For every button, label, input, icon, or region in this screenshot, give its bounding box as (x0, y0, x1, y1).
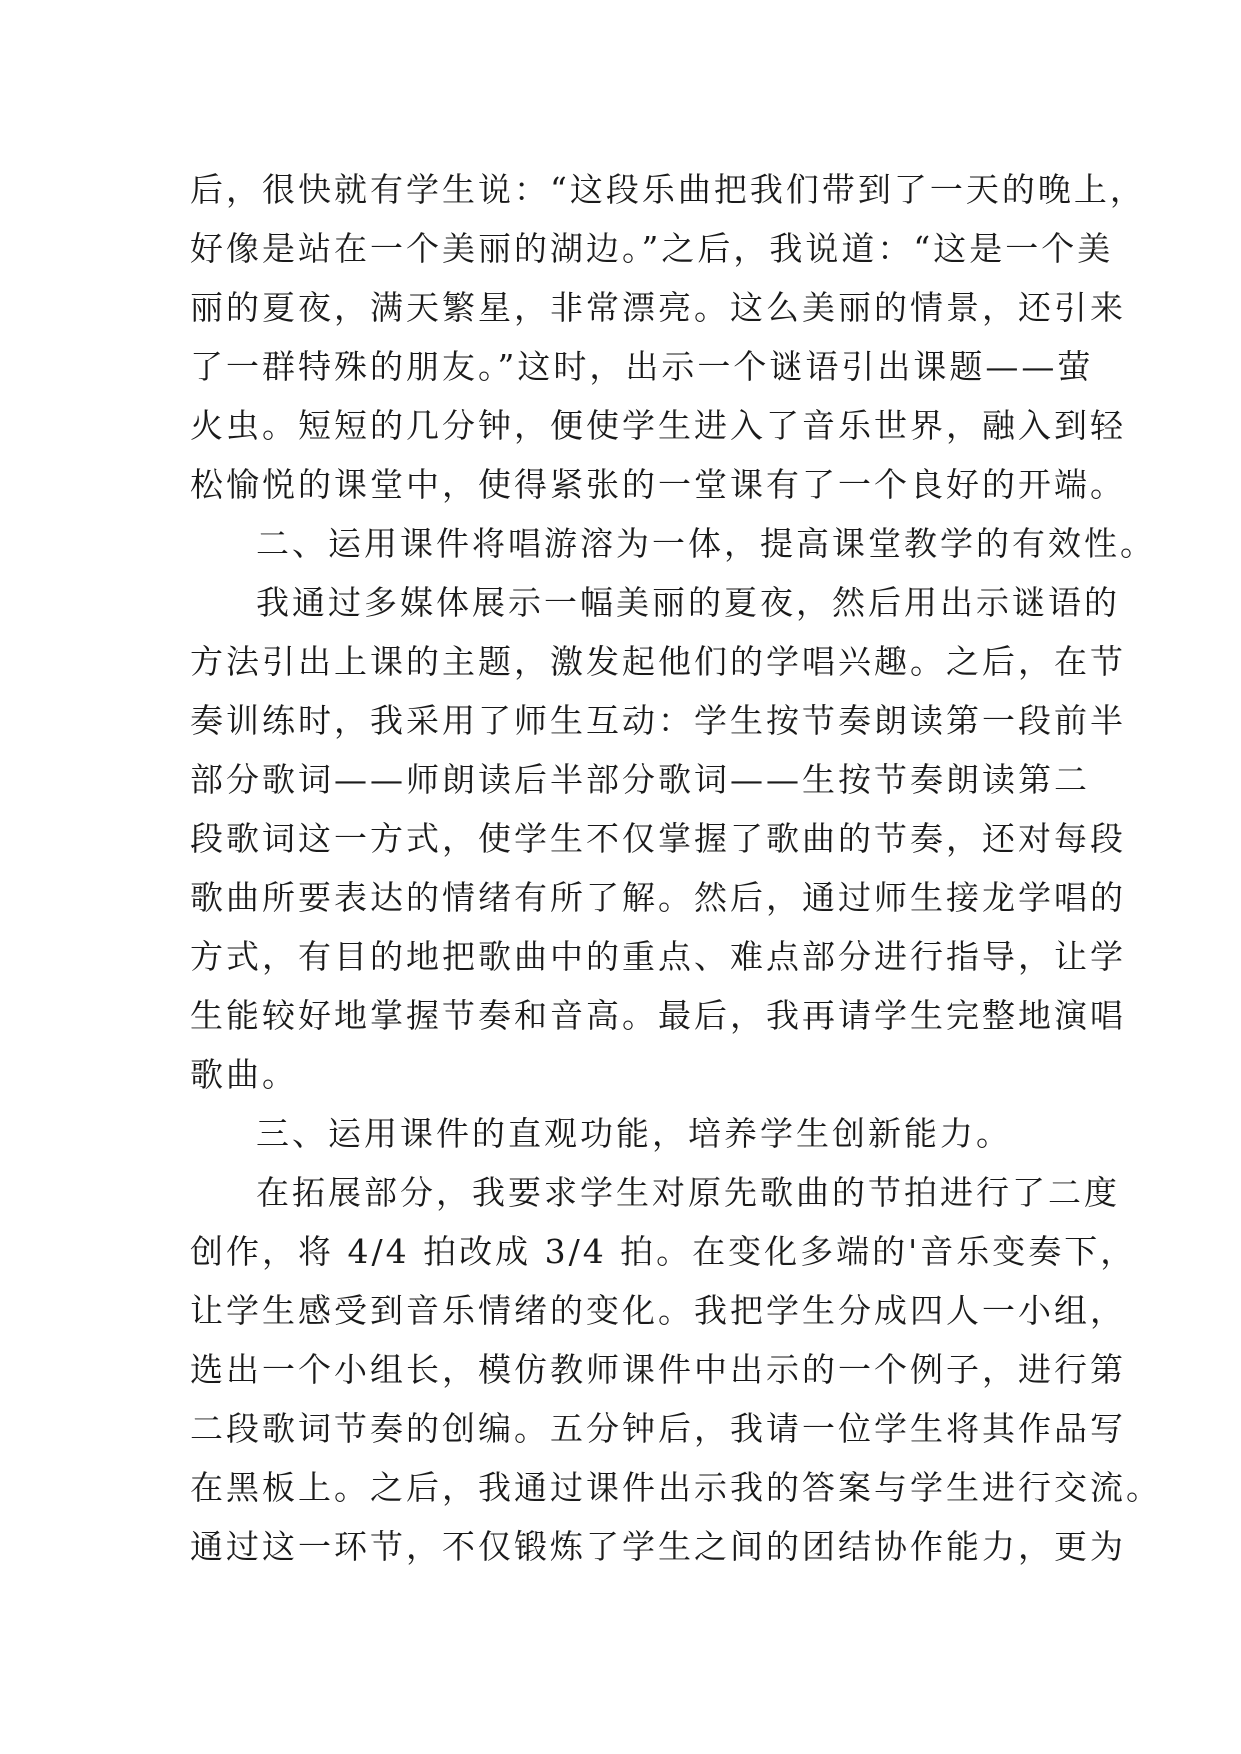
text-line: 了一群特殊的朋友。”这时，出示一个谜语引出课题——萤 (190, 347, 1094, 386)
text-line: 方法引出上课的主题，激发起他们的学唱兴趣。之后，在节 (190, 642, 1126, 681)
text-line: 创作，将 4/4 拍改成 3/4 拍。在变化多端的'音乐变奏下， (190, 1232, 1137, 1271)
text-line: 火虫。短短的几分钟，便使学生进入了音乐世界，融入到轻 (190, 406, 1126, 445)
text-line: 方式，有目的地把歌曲中的重点、难点部分进行指导，让学 (190, 937, 1126, 976)
text-line: 生能较好地掌握节奏和音高。最后，我再请学生完整地演唱 (190, 996, 1126, 1035)
text-line: 选出一个小组长，模仿教师课件中出示的一个例子，进行第 (190, 1350, 1126, 1389)
section-heading: 二、运用课件将唱游溶为一体，提高课堂教学的有效性。 (256, 524, 1156, 563)
text-line: 让学生感受到音乐情绪的变化。我把学生分成四人一小组， (190, 1291, 1126, 1330)
text-line: 段歌词这一方式，使学生不仅掌握了歌曲的节奏，还对每段 (190, 819, 1126, 858)
text-line: 好像是站在一个美丽的湖边。”之后，我说道：“这是一个美 (190, 229, 1114, 268)
text-line: 奏训练时，我采用了师生互动：学生按节奏朗读第一段前半 (190, 701, 1126, 740)
text-line: 后，很快就有学生说：“这段乐曲把我们带到了一天的晚上， (190, 170, 1146, 209)
text-line: 歌曲所要表达的情绪有所了解。然后，通过师生接龙学唱的 (190, 878, 1126, 917)
text-line: 部分歌词——师朗读后半部分歌词——生按节奏朗读第二 (190, 760, 1090, 799)
text-line: 松愉悦的课堂中，使得紧张的一堂课有了一个良好的开端。 (190, 465, 1126, 504)
body-text (190, 160, 1162, 1576)
text-line: 在拓展部分，我要求学生对原先歌曲的节拍进行了二度 (256, 1173, 1120, 1212)
text-line: 歌曲。 (190, 1055, 298, 1094)
text-line: 丽的夏夜，满天繁星，非常漂亮。这么美丽的情景，还引来 (190, 288, 1126, 327)
text-line: 我通过多媒体展示一幅美丽的夏夜，然后用出示谜语的 (256, 583, 1120, 622)
text-line: 二段歌词节奏的创编。五分钟后，我请一位学生将其作品写 (190, 1409, 1126, 1448)
text-line: 通过这一环节，不仅锻炼了学生之间的团结协作能力，更为 (190, 1527, 1126, 1566)
section-heading: 三、运用课件的直观功能，培养学生创新能力。 (256, 1114, 1012, 1153)
text-line: 在黑板上。之后，我通过课件出示我的答案与学生进行交流。 (190, 1468, 1162, 1507)
